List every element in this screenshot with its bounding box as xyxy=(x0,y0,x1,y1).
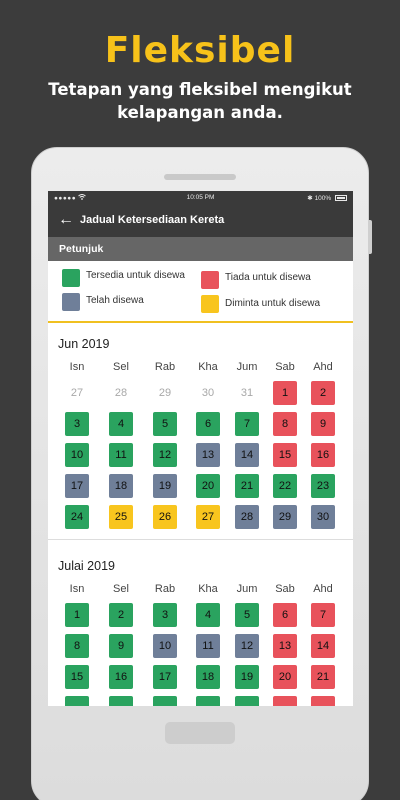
calendar-day[interactable]: 16 xyxy=(109,665,133,689)
weekday-label: Sab xyxy=(275,583,295,595)
calendar-day[interactable]: 17 xyxy=(65,474,89,498)
month-divider xyxy=(48,539,353,540)
legend-label: Diminta untuk disewa xyxy=(225,298,321,309)
legend-label: Tiada untuk disewa xyxy=(225,272,311,283)
calendar-day[interactable]: 11 xyxy=(196,634,220,658)
calendar-day[interactable]: 20 xyxy=(273,665,297,689)
legend-divider xyxy=(48,321,353,323)
weekday-label: Rab xyxy=(154,583,176,595)
calendar-day[interactable]: 5 xyxy=(153,412,177,436)
weekday-label: Sab xyxy=(275,361,295,373)
calendar-day[interactable]: 29 xyxy=(273,505,297,529)
weekday-label: Isn xyxy=(69,361,85,373)
calendar-day[interactable] xyxy=(235,696,259,706)
legend-label: Telah disewa xyxy=(86,295,144,306)
promo-subtitle: Tetapan yang fleksibel mengikut kelapangan anda. xyxy=(48,80,352,122)
status-right xyxy=(307,194,347,202)
weekday-label: Kha xyxy=(198,583,218,595)
calendar-day[interactable]: 17 xyxy=(153,665,177,689)
legend-swatch xyxy=(62,269,80,287)
calendar-day[interactable]: 12 xyxy=(153,443,177,467)
calendar-day[interactable] xyxy=(311,696,335,706)
calendar-day[interactable]: 8 xyxy=(65,634,89,658)
calendar-day[interactable]: 12 xyxy=(235,634,259,658)
calendar-day[interactable]: 14 xyxy=(311,634,335,658)
calendar-day[interactable]: 7 xyxy=(311,603,335,627)
calendar-day[interactable]: 24 xyxy=(65,505,89,529)
calendar-day[interactable]: 8 xyxy=(273,412,297,436)
calendar-day[interactable]: 18 xyxy=(109,474,133,498)
calendar-day[interactable]: 10 xyxy=(153,634,177,658)
phone-screen xyxy=(48,191,353,706)
bluetooth-icon: ✱ xyxy=(307,195,313,202)
calendar-day[interactable]: 10 xyxy=(65,443,89,467)
calendar-day[interactable]: 16 xyxy=(311,443,335,467)
calendar-day[interactable]: 21 xyxy=(311,665,335,689)
legend-swatch xyxy=(201,295,219,313)
phone-side-button xyxy=(368,220,372,254)
weekday-label: Jum xyxy=(236,583,258,595)
calendar-day: 30 xyxy=(201,387,215,399)
calendar-day[interactable]: 13 xyxy=(273,634,297,658)
calendar-day[interactable]: 9 xyxy=(109,634,133,658)
calendar-day[interactable]: 19 xyxy=(153,474,177,498)
calendar-day[interactable]: 3 xyxy=(153,603,177,627)
legend-header: Petunjuk xyxy=(48,237,353,261)
calendar-day[interactable]: 15 xyxy=(273,443,297,467)
calendar-day[interactable]: 2 xyxy=(311,381,335,405)
weekday-label: Jum xyxy=(236,361,258,373)
calendar-day[interactable]: 3 xyxy=(65,412,89,436)
phone-home-button xyxy=(165,722,235,744)
calendar-day[interactable]: 5 xyxy=(235,603,259,627)
calendar-day[interactable]: 27 xyxy=(196,505,220,529)
legend-swatch xyxy=(201,271,219,289)
calendar-day[interactable]: 26 xyxy=(153,505,177,529)
calendar-day[interactable]: 2 xyxy=(109,603,133,627)
month-title: Julai 2019 xyxy=(58,559,115,573)
legend-label: Tersedia untuk disewa xyxy=(86,270,185,281)
phone-speaker xyxy=(164,174,236,180)
calendar-day: 27 xyxy=(70,387,84,399)
weekday-label: Kha xyxy=(198,361,218,373)
calendar-day[interactable]: 6 xyxy=(273,603,297,627)
calendar-day[interactable] xyxy=(65,696,89,706)
calendar-day[interactable]: 13 xyxy=(196,443,220,467)
calendar-day[interactable]: 28 xyxy=(235,505,259,529)
calendar-day[interactable]: 19 xyxy=(235,665,259,689)
signal-indicator: ●●●●● xyxy=(54,194,86,202)
legend-swatch xyxy=(62,293,80,311)
calendar-day[interactable]: 9 xyxy=(311,412,335,436)
calendar-day[interactable]: 22 xyxy=(273,474,297,498)
calendar-day[interactable]: 11 xyxy=(109,443,133,467)
calendar-day[interactable]: 6 xyxy=(196,412,220,436)
calendar-day[interactable]: 4 xyxy=(196,603,220,627)
month-title: Jun 2019 xyxy=(58,337,110,351)
calendar-day: 29 xyxy=(158,387,172,399)
page-title: Jadual Ketersediaan Kereta xyxy=(80,214,225,226)
calendar-day[interactable]: 25 xyxy=(109,505,133,529)
calendar-day[interactable]: 18 xyxy=(196,665,220,689)
calendar-day[interactable] xyxy=(196,696,220,706)
calendar-day[interactable]: 4 xyxy=(109,412,133,436)
weekday-label: Rab xyxy=(154,361,176,373)
calendar-day[interactable]: 20 xyxy=(196,474,220,498)
calendar-day[interactable]: 30 xyxy=(311,505,335,529)
calendar-day[interactable]: 14 xyxy=(235,443,259,467)
calendar-day[interactable]: 23 xyxy=(311,474,335,498)
weekday-label: Isn xyxy=(69,583,85,595)
status-time: 10:05 PM xyxy=(186,194,215,201)
calendar-day: 28 xyxy=(114,387,128,399)
back-arrow-icon[interactable]: ← xyxy=(58,211,74,228)
calendar-day[interactable] xyxy=(109,696,133,706)
calendar-day[interactable] xyxy=(153,696,177,706)
weekday-label: Ahd xyxy=(313,583,333,595)
calendar-day[interactable]: 15 xyxy=(65,665,89,689)
calendar-day[interactable]: 7 xyxy=(235,412,259,436)
battery-percent: 100% xyxy=(314,195,332,202)
battery-icon xyxy=(335,195,347,201)
calendar-day[interactable]: 21 xyxy=(235,474,259,498)
calendar-day: 31 xyxy=(240,387,254,399)
weekday-label: Sel xyxy=(113,583,129,595)
legend xyxy=(48,261,353,321)
calendar-day[interactable] xyxy=(273,696,297,706)
calendar-day[interactable]: 1 xyxy=(273,381,297,405)
app-bar xyxy=(48,205,353,237)
promo-title: Fleksibel xyxy=(104,30,296,71)
weekday-label: Sel xyxy=(113,361,129,373)
weekday-label: Ahd xyxy=(313,361,333,373)
status-bar xyxy=(48,191,353,205)
calendar-day[interactable]: 1 xyxy=(65,603,89,627)
